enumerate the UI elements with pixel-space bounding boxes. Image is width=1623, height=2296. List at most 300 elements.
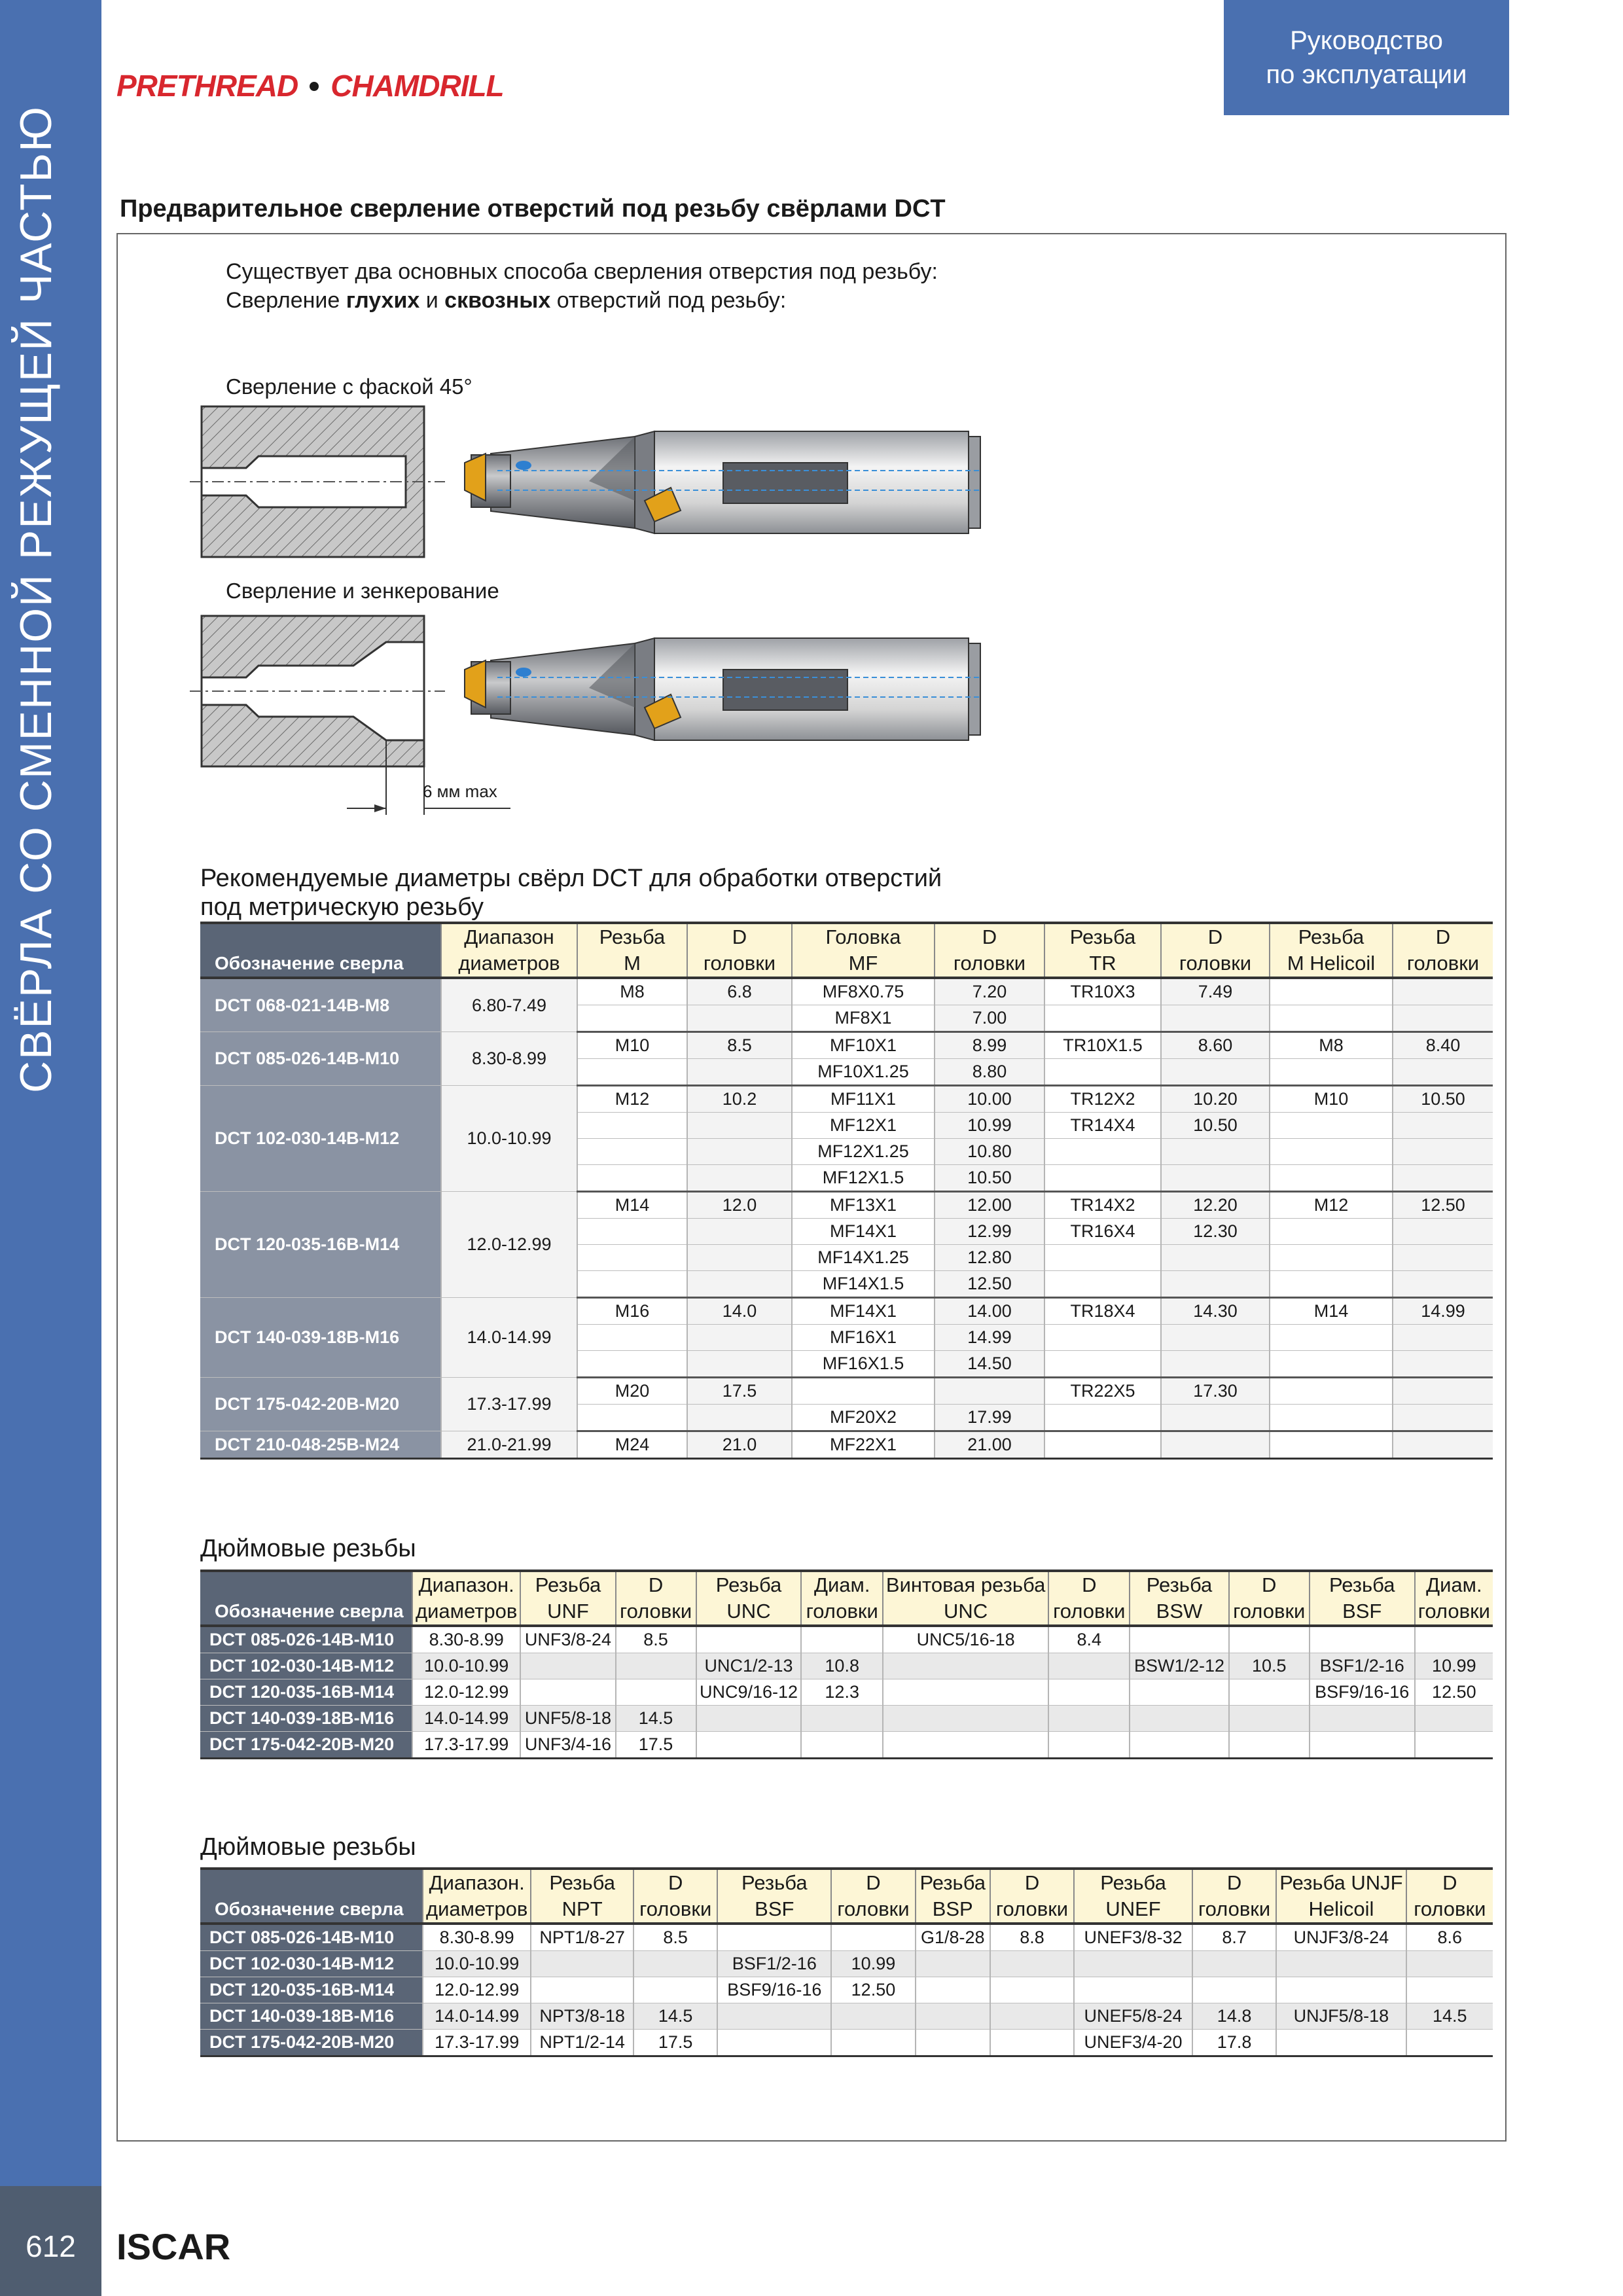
table-row — [200, 1951, 1493, 1977]
table-cell: MF16X1 — [792, 1325, 935, 1351]
header-cell: Резьба UNC — [696, 1571, 802, 1626]
table-cell — [1161, 1351, 1270, 1378]
table-cell — [717, 2003, 831, 2030]
header-cell: D головки — [633, 1869, 717, 1924]
table-cell: 10.5 — [1229, 1653, 1310, 1679]
table-cell: 14.5 — [616, 1706, 696, 1732]
table-cell — [577, 1245, 687, 1271]
header-thread-tr: Резьба TR — [1044, 923, 1161, 978]
table-cell: 14.30 — [1161, 1298, 1270, 1325]
table-cell — [1270, 1271, 1393, 1298]
table-cell: 21.00 — [935, 1431, 1044, 1459]
table-cell: 12.0 — [687, 1192, 792, 1219]
table-cell — [883, 1679, 1048, 1706]
drill-designation: DCT 120-035-16B-M14 — [200, 1192, 441, 1298]
table-row — [200, 1378, 1493, 1405]
table-cell: MF8X1 — [792, 1005, 935, 1032]
table-cell — [717, 1924, 831, 1951]
table-cell: 8.7 — [1192, 1924, 1276, 1951]
header-thread-m: Резьба M — [577, 923, 687, 978]
table-cell — [1161, 1271, 1270, 1298]
header-cell: Диам. головки — [801, 1571, 882, 1626]
brand-name: ISCAR — [116, 2226, 231, 2267]
table-cell: 8.4 — [1048, 1626, 1130, 1653]
dct-drill-icon — [465, 431, 982, 533]
drill-designation: DCT 140-039-18B-M16 — [200, 1298, 441, 1378]
header-cell: Диапазон. диаметров — [412, 1571, 520, 1626]
table-cell — [1044, 1351, 1161, 1378]
table-cell — [520, 1679, 615, 1706]
table-cell — [1270, 1113, 1393, 1139]
table-cell: MF22X1 — [792, 1431, 935, 1459]
drill-designation: DCT 068-021-14B-M8 — [200, 978, 441, 1032]
metric-table-title: Рекомендуемые диаметры свёрл DCT для обработки отверстий под метрическую резьбу — [200, 865, 942, 921]
table-cell — [717, 2030, 831, 2056]
table-cell — [633, 1977, 717, 2003]
table-cell — [1270, 1219, 1393, 1245]
table-cell — [577, 1113, 687, 1139]
table-cell: MF12X1.5 — [792, 1165, 935, 1192]
table-cell — [616, 1653, 696, 1679]
table-cell: MF12X1.25 — [792, 1139, 935, 1165]
table-cell — [1130, 1626, 1228, 1653]
table-cell: 10.99 — [1415, 1653, 1493, 1679]
table-cell: M10 — [1270, 1086, 1393, 1113]
table-cell: 10.00 — [935, 1086, 1044, 1113]
header-cell: D головки — [1192, 1869, 1276, 1924]
table-cell — [1044, 1271, 1161, 1298]
table-cell: NPT1/2-14 — [531, 2030, 633, 2056]
table-cell: 10.50 — [935, 1165, 1044, 1192]
table-cell — [1044, 1059, 1161, 1086]
table-cell: 12.99 — [935, 1219, 1044, 1245]
table-cell: G1/8-28 — [916, 1924, 990, 1951]
table-cell — [687, 1005, 792, 1032]
table-cell — [1310, 1732, 1415, 1759]
manual-label-box — [1224, 0, 1509, 115]
table-cell: 17.30 — [1161, 1378, 1270, 1405]
table-cell — [531, 1977, 633, 2003]
table-cell — [792, 1378, 935, 1405]
inch-table-1-title: Дюймовые резьбы — [200, 1535, 416, 1562]
table-cell — [1393, 1219, 1493, 1245]
table-cell — [1161, 1405, 1270, 1431]
table-cell — [883, 1732, 1048, 1759]
header-d-head: D головки — [1161, 923, 1270, 978]
table-cell: UNJF5/8-18 — [1276, 2003, 1406, 2030]
table-cell: UNF3/8-24 — [520, 1626, 615, 1653]
table-cell: 12.0-12.99 — [412, 1679, 520, 1706]
table-cell — [1192, 1977, 1276, 2003]
table-cell — [1406, 1951, 1493, 1977]
table-cell — [1270, 1245, 1393, 1271]
table-cell — [687, 1059, 792, 1086]
table-cell — [1270, 1405, 1393, 1431]
table-cell: 17.5 — [616, 1732, 696, 1759]
table-cell — [696, 1626, 802, 1653]
table-row — [200, 1924, 1493, 1951]
drill-designation: DCT 085-026-14B-M10 — [200, 1032, 441, 1086]
header-cell: Резьба BSW — [1130, 1571, 1228, 1626]
table-cell: 12.00 — [935, 1192, 1044, 1219]
header-range: Диапазон диаметров — [441, 923, 577, 978]
header-cell: Резьба NPT — [531, 1869, 633, 1924]
table-cell — [1229, 1626, 1310, 1653]
table-cell: MF14X1 — [792, 1219, 935, 1245]
table-cell: 6.8 — [687, 978, 792, 1005]
table-cell — [1270, 1139, 1393, 1165]
table-cell: M24 — [577, 1431, 687, 1459]
table-cell: 12.80 — [935, 1245, 1044, 1271]
table-cell — [1270, 1005, 1393, 1032]
drill-designation: DCT 175-042-20B-M20 — [200, 1732, 412, 1759]
table-row — [200, 2003, 1493, 2030]
sidebar-section-title: СВЁРЛА СО СМЕННОЙ РЕЖУЩЕЙ ЧАСТЬЮ — [11, 105, 61, 1093]
logo-dot — [310, 82, 319, 91]
header-cell: D головки — [831, 1869, 915, 1924]
table-cell — [1270, 1325, 1393, 1351]
table-cell — [1044, 1165, 1161, 1192]
table-cell: TR18X4 — [1044, 1298, 1161, 1325]
table-cell: 10.99 — [831, 1951, 915, 1977]
table-cell — [1161, 1431, 1270, 1459]
table-cell: 7.00 — [935, 1005, 1044, 1032]
header-cell: Резьба UNEF — [1074, 1869, 1192, 1924]
table-cell: BSF1/2-16 — [717, 1951, 831, 1977]
header-cell: Диам. головки — [1415, 1571, 1493, 1626]
table-cell — [1276, 1977, 1406, 2003]
table-row — [200, 1626, 1493, 1653]
table-cell: 8.80 — [935, 1059, 1044, 1086]
header-d-head: D головки — [687, 923, 792, 978]
table-cell: 8.5 — [687, 1032, 792, 1059]
table-cell: 10.8 — [801, 1653, 882, 1679]
table-cell — [990, 1977, 1074, 2003]
drill-designation: DCT 175-042-20B-M20 — [200, 1378, 441, 1431]
header-cell: D головки — [1229, 1571, 1310, 1626]
drill-designation: DCT 102-030-14B-M12 — [200, 1951, 423, 1977]
table-cell: MF11X1 — [792, 1086, 935, 1113]
table-cell: 12.50 — [935, 1271, 1044, 1298]
table-cell: 8.6 — [1406, 1924, 1493, 1951]
table-cell — [1161, 1005, 1270, 1032]
table-cell: MF13X1 — [792, 1192, 935, 1219]
header-cell: Винтовая резьба UNC — [883, 1571, 1048, 1626]
table-cell: M20 — [577, 1378, 687, 1405]
table-cell: 14.99 — [935, 1325, 1044, 1351]
inch-thread-table-1 — [200, 1570, 1493, 1759]
table-cell — [1048, 1679, 1130, 1706]
table-cell: 14.0-14.99 — [423, 2003, 531, 2030]
table-cell: 12.50 — [831, 1977, 915, 2003]
header-cell: D головки — [1406, 1869, 1493, 1924]
table-cell — [1393, 1405, 1493, 1431]
table-cell — [696, 1706, 802, 1732]
table-cell — [687, 1325, 792, 1351]
table-cell: 14.50 — [935, 1351, 1044, 1378]
table-cell — [801, 1626, 882, 1653]
table-cell: 10.20 — [1161, 1086, 1270, 1113]
table-cell: TR22X5 — [1044, 1378, 1161, 1405]
table-cell — [577, 1405, 687, 1431]
table-row — [200, 1653, 1493, 1679]
table-cell: 12.0-12.99 — [423, 1977, 531, 2003]
table-cell — [687, 1351, 792, 1378]
drill-designation: DCT 210-048-25B-M24 — [200, 1431, 441, 1459]
table-cell: UNJF3/8-24 — [1276, 1924, 1406, 1951]
table-cell: 10.99 — [935, 1113, 1044, 1139]
table-cell — [1044, 1139, 1161, 1165]
table-cell: MF14X1.5 — [792, 1271, 935, 1298]
table-cell: M12 — [577, 1086, 687, 1113]
table-row — [200, 1431, 1493, 1459]
dimension-label: 6 мм max — [423, 781, 497, 801]
header-cell: D головки — [990, 1869, 1074, 1924]
header-cell: Резьба BSF — [717, 1869, 831, 1924]
table-cell — [916, 2003, 990, 2030]
table-cell — [1393, 1005, 1493, 1032]
table-cell: MF14X1 — [792, 1298, 935, 1325]
table-cell — [883, 1653, 1048, 1679]
table-cell — [1270, 1165, 1393, 1192]
drill-designation: DCT 085-026-14B-M10 — [200, 1626, 412, 1653]
table-cell — [1415, 1626, 1493, 1653]
table-cell: UNC9/16-12 — [696, 1679, 802, 1706]
table-cell — [633, 1951, 717, 1977]
table-cell — [1393, 1113, 1493, 1139]
table-cell — [1048, 1732, 1130, 1759]
table-cell — [1044, 1405, 1161, 1431]
table-cell: 21.0 — [687, 1431, 792, 1459]
table-cell: 14.5 — [633, 2003, 717, 2030]
table-cell: UNC1/2-13 — [696, 1653, 802, 1679]
table-cell: BSF9/16-16 — [1310, 1679, 1415, 1706]
table-cell — [531, 1951, 633, 1977]
caption-chamfer-drilling: Сверление с фаской 45° — [226, 374, 473, 399]
table-cell — [1161, 1059, 1270, 1086]
table-cell — [616, 1679, 696, 1706]
inch-table-2-title: Дюймовые резьбы — [200, 1833, 416, 1861]
table-cell — [1393, 1165, 1493, 1192]
drill-designation: DCT 175-042-20B-M20 — [200, 2030, 423, 2056]
header-cell: D головки — [1048, 1571, 1130, 1626]
table-cell — [577, 1325, 687, 1351]
table-cell: BSW1/2-12 — [1130, 1653, 1228, 1679]
table-cell — [1310, 1706, 1415, 1732]
table-cell — [1074, 1977, 1192, 2003]
table-cell: 14.5 — [1406, 2003, 1493, 2030]
table-cell — [1406, 2030, 1493, 2056]
drill-designation: DCT 140-039-18B-M16 — [200, 2003, 423, 2030]
table-cell: 8.5 — [633, 1924, 717, 1951]
table-cell — [1048, 1706, 1130, 1732]
table-cell — [577, 1351, 687, 1378]
table-cell — [1130, 1732, 1228, 1759]
dct-drill-icon — [465, 638, 982, 740]
table-cell — [801, 1706, 882, 1732]
table-cell: 12.50 — [1393, 1192, 1493, 1219]
table-cell — [935, 1378, 1044, 1405]
table-cell: 12.30 — [1161, 1219, 1270, 1245]
table-cell: BSF1/2-16 — [1310, 1653, 1415, 1679]
table-cell: BSF9/16-16 — [717, 1977, 831, 2003]
table-cell: MF16X1.5 — [792, 1351, 935, 1378]
metric-thread-table — [200, 922, 1493, 1460]
table-cell: MF8X0.75 — [792, 978, 935, 1005]
table-cell — [687, 1139, 792, 1165]
table-cell: MF20X2 — [792, 1405, 935, 1431]
header-cell: Резьба BSP — [916, 1869, 990, 1924]
intro-line-1: Существует два основных способа сверления отверстия под резьбу: — [226, 259, 938, 284]
table-cell: M14 — [1270, 1298, 1393, 1325]
table-cell — [1270, 1059, 1393, 1086]
drill-designation: DCT 140-039-18B-M16 — [200, 1706, 412, 1732]
table-cell: TR10X1.5 — [1044, 1032, 1161, 1059]
table-cell: 10.2 — [687, 1086, 792, 1113]
table-cell: 8.30-8.99 — [423, 1924, 531, 1951]
table-cell: TR14X2 — [1044, 1192, 1161, 1219]
drill-designation: DCT 120-035-16B-M14 — [200, 1977, 423, 2003]
table-cell: 14.99 — [1393, 1298, 1493, 1325]
table-cell — [1192, 1951, 1276, 1977]
header-designation: Обозначение сверла — [200, 1571, 412, 1626]
table-cell — [1270, 1378, 1393, 1405]
table-cell: M12 — [1270, 1192, 1393, 1219]
table-cell: UNC5/16-18 — [883, 1626, 1048, 1653]
table-cell — [687, 1405, 792, 1431]
table-cell — [883, 1706, 1048, 1732]
table-cell: MF12X1 — [792, 1113, 935, 1139]
logo-chamdrill: CHAMDRILL — [330, 69, 504, 103]
page-title: Предварительное сверление отверстий под резьбу свёрлами DCT — [120, 195, 946, 223]
header-cell: Резьба UNF — [520, 1571, 615, 1626]
table-row — [200, 1298, 1493, 1325]
table-cell: M10 — [577, 1032, 687, 1059]
table-cell — [1044, 1431, 1161, 1459]
table-cell: 12.50 — [1415, 1679, 1493, 1706]
manual-label-line1: Руководство — [1290, 26, 1443, 55]
sidebar — [0, 0, 101, 2296]
table-cell: 7.20 — [935, 978, 1044, 1005]
table-cell: UNEF3/4-20 — [1074, 2030, 1192, 2056]
table-cell — [1310, 1626, 1415, 1653]
table-cell — [831, 1924, 915, 1951]
table-cell: 17.5 — [687, 1378, 792, 1405]
table-row — [200, 978, 1493, 1005]
table-cell: TR14X4 — [1044, 1113, 1161, 1139]
table-cell — [990, 1951, 1074, 1977]
table-cell — [1229, 1679, 1310, 1706]
inch-thread-table-2 — [200, 1867, 1493, 2057]
table-cell — [1270, 1431, 1393, 1459]
table-cell — [916, 1977, 990, 2003]
table-row — [200, 1086, 1493, 1113]
table-cell: M14 — [577, 1192, 687, 1219]
table-row — [200, 1977, 1493, 2003]
table-cell — [990, 2003, 1074, 2030]
drilling-diagram — [183, 403, 1139, 821]
drill-designation: DCT 120-035-16B-M14 — [200, 1679, 412, 1706]
table-cell — [687, 1245, 792, 1271]
table-cell: M8 — [1270, 1032, 1393, 1059]
table-header — [200, 1869, 1493, 1924]
table-cell: TR12X2 — [1044, 1086, 1161, 1113]
table-cell: 17.3-17.99 — [412, 1732, 520, 1759]
table-cell: 14.8 — [1192, 2003, 1276, 2030]
diameter-range: 14.0-14.99 — [441, 1298, 577, 1378]
caption-counterbore-drilling: Сверление и зенкерование — [226, 579, 499, 603]
table-cell — [1048, 1653, 1130, 1679]
table-cell: NPT1/8-27 — [531, 1924, 633, 1951]
table-cell — [1393, 1139, 1493, 1165]
table-cell: 17.99 — [935, 1405, 1044, 1431]
table-cell: 17.5 — [633, 2030, 717, 2056]
table-cell — [687, 1271, 792, 1298]
table-cell — [687, 1165, 792, 1192]
table-cell: UNF5/8-18 — [520, 1706, 615, 1732]
table-cell: UNEF3/8-32 — [1074, 1924, 1192, 1951]
product-logo — [116, 68, 504, 103]
table-cell: UNF3/4-16 — [520, 1732, 615, 1759]
table-cell — [1393, 1325, 1493, 1351]
table-cell — [1044, 1325, 1161, 1351]
table-cell: 8.99 — [935, 1032, 1044, 1059]
page-number: 612 — [26, 2229, 76, 2263]
table-cell — [1270, 978, 1393, 1005]
diameter-range: 12.0-12.99 — [441, 1192, 577, 1298]
diameter-range: 21.0-21.99 — [441, 1431, 577, 1459]
table-cell — [831, 2030, 915, 2056]
table-cell — [1074, 1951, 1192, 1977]
table-cell — [1393, 1431, 1493, 1459]
table-cell: M8 — [577, 978, 687, 1005]
table-cell: 10.80 — [935, 1139, 1044, 1165]
diameter-range: 17.3-17.99 — [441, 1378, 577, 1431]
table-cell: UNEF5/8-24 — [1074, 2003, 1192, 2030]
table-cell: 8.40 — [1393, 1032, 1493, 1059]
table-cell — [1393, 1245, 1493, 1271]
table-cell: 17.8 — [1192, 2030, 1276, 2056]
table-row — [200, 1679, 1493, 1706]
table-cell: 10.0-10.99 — [412, 1653, 520, 1679]
table-cell: 8.5 — [616, 1626, 696, 1653]
table-cell — [687, 1219, 792, 1245]
table-cell — [577, 1219, 687, 1245]
header-cell: Резьба BSF — [1310, 1571, 1415, 1626]
table-cell: M16 — [577, 1298, 687, 1325]
table-cell — [1161, 1325, 1270, 1351]
table-cell: 10.0-10.99 — [423, 1951, 531, 1977]
table-cell — [1406, 1977, 1493, 2003]
intro-line-2: Сверление глухих и сквозных отверстий под резьбу: — [226, 288, 787, 313]
table-cell — [801, 1732, 882, 1759]
table-cell — [1415, 1706, 1493, 1732]
diameter-range: 6.80-7.49 — [441, 978, 577, 1032]
table-cell — [1393, 1351, 1493, 1378]
header-designation: Обозначение сверла — [200, 923, 441, 978]
table-cell — [1276, 2030, 1406, 2056]
table-cell — [696, 1732, 802, 1759]
diameter-range: 8.30-8.99 — [441, 1032, 577, 1086]
table-cell: 10.50 — [1161, 1113, 1270, 1139]
table-cell — [1161, 1165, 1270, 1192]
table-row — [200, 1732, 1493, 1759]
header-d-head: D головки — [935, 923, 1044, 978]
header-cell: D головки — [616, 1571, 696, 1626]
table-cell — [1393, 1378, 1493, 1405]
table-cell: 14.00 — [935, 1298, 1044, 1325]
table-cell — [916, 1951, 990, 1977]
